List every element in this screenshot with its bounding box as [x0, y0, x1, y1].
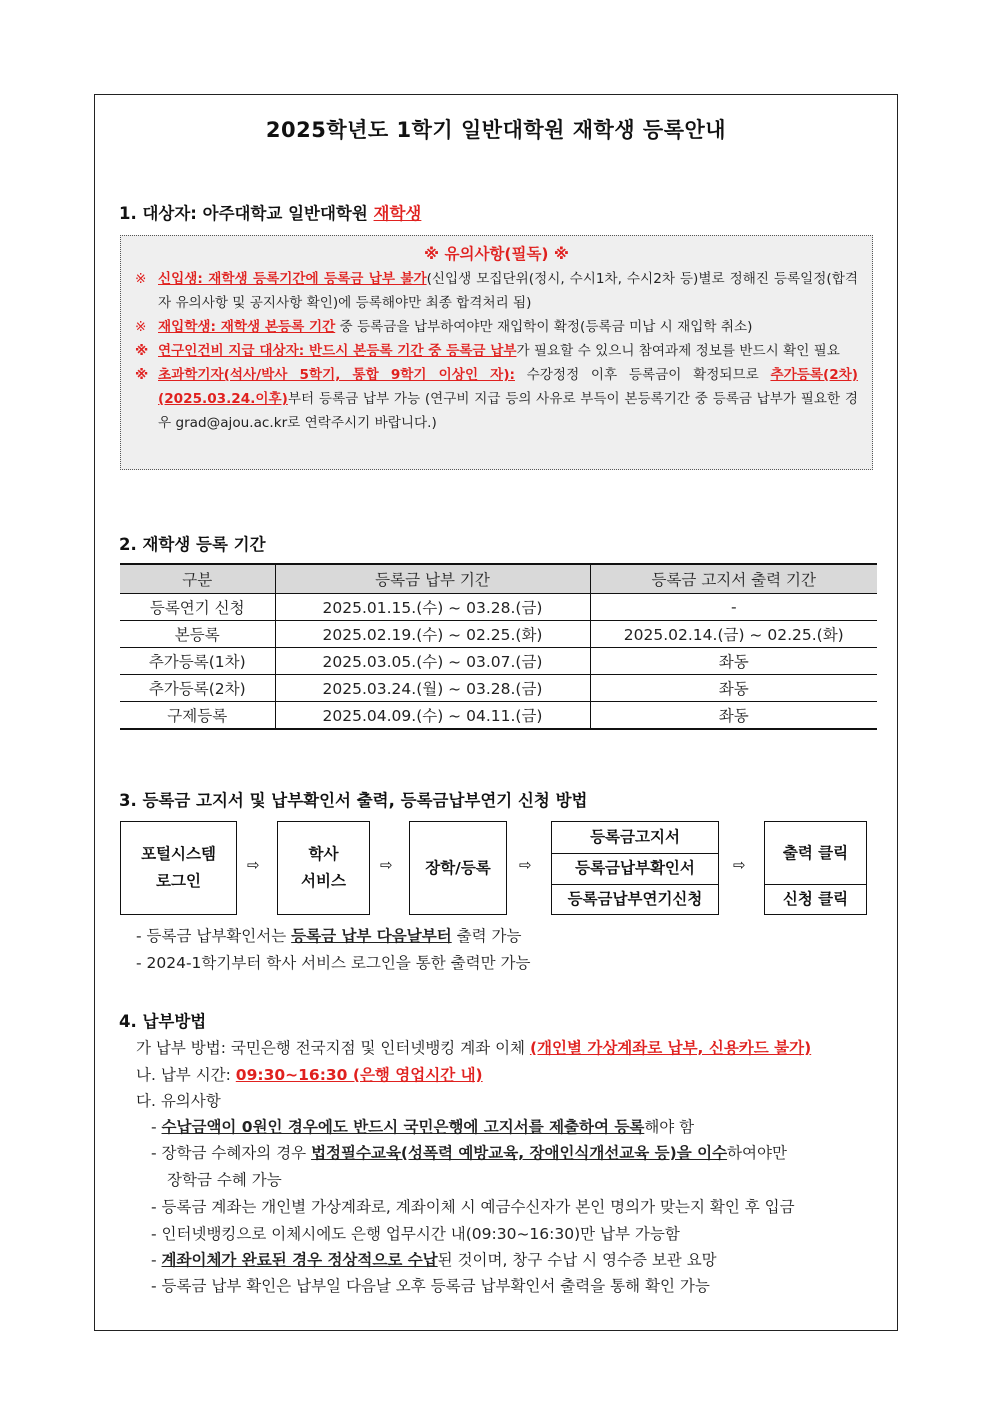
section3-heading: 3. 등록금 고지서 및 납부확인서 출력, 등록금납부연기 신청 방법 [119, 791, 588, 810]
note1-text-end: 출력 가능 [451, 927, 522, 945]
flow-step-text: 장학/등록 [425, 858, 491, 877]
precaution-emphasis: 계좌이체가 완료된 경우 정상적으로 수납 [161, 1251, 438, 1269]
precaution-text: 등록금 계좌는 개인별 가상계좌로, 계좌이체 시 예금수신자가 본인 명의가 맞는지 확인 후 입금 [161, 1198, 795, 1216]
period-table [120, 563, 877, 730]
section3-note2: - 2024-1학기부터 학사 서비스 로그인을 통한 출력만 가능 [136, 954, 531, 972]
table-header-row [120, 564, 877, 594]
section3-note1 [136, 924, 521, 946]
column-header: 구분 [120, 564, 275, 594]
precaution-item-continued: 장학금 수혜 가능 [167, 1171, 282, 1189]
flow-option-payment-deferral: 등록금납부연기신청 [567, 889, 703, 908]
section2-heading: 2. 재학생 등록 기간 [119, 535, 266, 554]
notice-item [135, 363, 858, 435]
table-cell: 추가등록(1차) [120, 648, 275, 675]
notice-marker: ※ [135, 343, 149, 359]
notice-item3-emphasis: 연구인건비 지급 대상자: 반드시 본등록 기간 중 등록금 납부 [158, 343, 517, 359]
right-arrow-icon: ⇨ [247, 856, 260, 874]
note1-emphasis: 등록금 납부 다음날부터 [291, 927, 452, 945]
column-header: 등록금 고지서 출력 기간 [590, 564, 877, 594]
table-cell: 등록연기 신청 [120, 594, 275, 621]
notice-marker: ※ [135, 367, 149, 383]
table-row [120, 621, 877, 648]
flow-option-payment-confirmation: 등록금납부확인서 [552, 853, 718, 885]
notice-item4-text2: 부터 등록금 납부 가능 (연구비 지급 등의 사유로 부득이 본등록기간 중 등록금 납부가 필요한 경우 grad@ajou.ac.kr로 연락주시기 바랍니다.) [158, 391, 858, 431]
table-row [120, 648, 877, 675]
precaution-emphasis: 법정필수교육(성폭력 예방교육, 장애인식개선교육 등)을 이수 [311, 1144, 728, 1162]
flow-step-text: 서비스 [301, 872, 346, 890]
precaution-item [151, 1248, 717, 1270]
flow-step-text: 학사 [308, 845, 339, 863]
table-row [120, 594, 877, 621]
table-cell: 2025.01.15.(수) ~ 03.28.(금) [275, 594, 590, 621]
right-arrow-icon: ⇨ [380, 856, 393, 874]
precaution-text: 하여야만 [727, 1144, 787, 1162]
notice-item1-text: (신입생 모집단위(정시, 수시1차, 수시2차 등)별로 정해진 등록일정(합격자 유의사항 및 공지사항 확인)에 등록해야만 최종 합격처리 됨) [158, 271, 858, 311]
notice-title: ※ 유의사항(필독) ※ [424, 245, 569, 263]
payment-time-line [136, 1063, 483, 1085]
precaution-text: 된 것이며, 창구 수납 시 영수증 보관 요망 [437, 1251, 717, 1269]
precaution-item [151, 1115, 694, 1137]
table-cell: 2025.04.09.(수) ~ 04.11.(금) [275, 702, 590, 730]
notice-item4-text: 수강정정 이후 등록금이 확정되므로 [514, 367, 771, 383]
table-cell: - [590, 594, 877, 621]
right-arrow-icon: ⇨ [519, 856, 532, 874]
table-cell: 좌동 [590, 675, 877, 702]
flow-option-bill: 등록금고지서 [552, 822, 718, 854]
notice-item3-text: 가 필요할 수 있으니 참여과제 정보를 반드시 확인 필요 [516, 343, 840, 359]
payment-method-line [136, 1036, 811, 1058]
table-row [120, 702, 877, 730]
precaution-text: 인터넷뱅킹으로 이체시에도 은행 업무시간 내(09:30~16:30)만 납부 가능함 [161, 1225, 680, 1243]
notice-item [135, 339, 858, 363]
notice-item2-text: 중 등록금을 납부하여야만 재입학이 확정(등록금 미납 시 재입학 취소) [335, 319, 753, 335]
table-cell: 추가등록(2차) [120, 675, 275, 702]
flow-step-scholarship-registration [409, 821, 507, 915]
precaution-text: 해야 함 [644, 1118, 695, 1136]
payment-time-emphasis: 09:30~16:30 (은행 영업시간 내) [235, 1066, 483, 1084]
payment-method-emphasis: (개인별 가상계좌로 납부, 신용카드 불가) [529, 1039, 812, 1057]
notice-item4-emphasis: 초과학기자(석사/박사 5학기, 통합 9학기 이상인 자): [158, 367, 515, 383]
notice-item1-emphasis: 신입생: 재학생 등록기간에 등록금 납부 불가 [158, 271, 427, 287]
table-cell: 좌동 [590, 648, 877, 675]
section1-heading-prefix: 1. 대상자: 아주대학교 일반대학원 [119, 204, 374, 223]
flow-step-click [764, 821, 867, 915]
right-arrow-icon: ⇨ [733, 856, 746, 874]
payment-time-text: 나. 납부 시간: [136, 1066, 236, 1084]
table-cell: 좌동 [590, 702, 877, 730]
notice-item [135, 267, 858, 315]
notice-item [135, 315, 858, 339]
dash: - [151, 1144, 157, 1162]
precaution-item [151, 1195, 795, 1217]
table-cell: 2025.02.14.(금) ~ 02.25.(화) [590, 621, 877, 648]
notice-item2-emphasis: 재입학생: 재학생 본등록 기간 [158, 319, 336, 335]
precaution-text: 등록금 납부 확인은 납부일 다음날 오후 등록금 납부확인서 출력을 통해 확인 가능 [161, 1277, 710, 1295]
payment-method-text: 가 납부 방법: 국민은행 전국지점 및 인터넷뱅킹 계좌 이체 [136, 1039, 530, 1057]
table-cell: 본등록 [120, 621, 275, 648]
flow-step-academic-service [277, 821, 370, 915]
notice-box [120, 235, 873, 470]
table-row [120, 675, 877, 702]
table-cell: 2025.03.24.(월) ~ 03.28.(금) [275, 675, 590, 702]
note1-text: - 등록금 납부확인서는 [136, 927, 292, 945]
precaution-item [151, 1222, 680, 1244]
flow-option-apply-click: 신청 클릭 [782, 889, 849, 908]
notice-marker: ※ [135, 271, 147, 287]
flow-step-portal-login [120, 821, 237, 915]
dash: - [151, 1118, 157, 1136]
column-header: 등록금 납부 기간 [275, 564, 590, 594]
flow-step-text: 포털시스템 [141, 845, 216, 863]
table-cell: 구제등록 [120, 702, 275, 730]
precaution-emphasis: 수납금액이 0원인 경우에도 반드시 국민은행에 고지서를 제출하여 등록 [161, 1118, 645, 1136]
dash: - [151, 1277, 157, 1295]
flow-step-text: 로그인 [156, 872, 201, 890]
dash: - [151, 1251, 157, 1269]
precaution-item [151, 1141, 787, 1163]
document-title: 2025학년도 1학기 일반대학원 재학생 등록안내 [265, 118, 727, 142]
precautions-label: 다. 유의사항 [136, 1092, 221, 1110]
flow-step-documents [551, 821, 719, 915]
notice-item4-emphasis2: 추가등록(2차)(2025.03.24.이후) [158, 367, 858, 407]
notice-marker: ※ [135, 319, 147, 335]
section4-heading: 4. 납부방법 [119, 1012, 207, 1031]
flow-option-print-click: 출력 클릭 [765, 822, 866, 885]
dash: - [151, 1225, 157, 1243]
table-cell: 2025.02.19.(수) ~ 02.25.(화) [275, 621, 590, 648]
precaution-text: 장학금 수혜자의 경우 [161, 1144, 312, 1162]
section1-highlight: 재학생 [373, 204, 422, 223]
table-cell: 2025.03.05.(수) ~ 03.07.(금) [275, 648, 590, 675]
section1-heading [119, 200, 421, 224]
precaution-item [151, 1274, 710, 1296]
dash: - [151, 1198, 157, 1216]
